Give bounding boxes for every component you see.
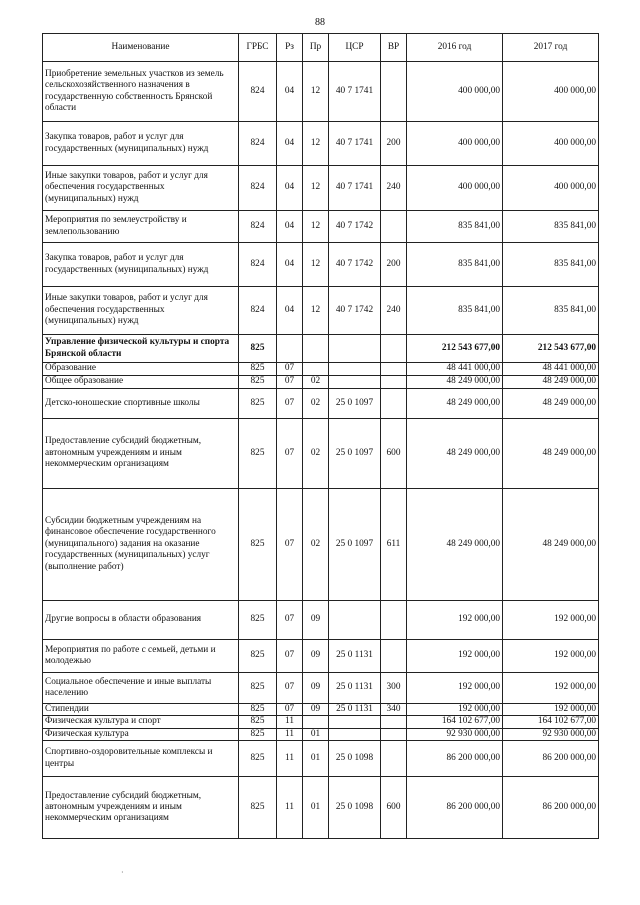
row-rz: 07 xyxy=(277,704,303,716)
row-csr xyxy=(329,728,381,740)
table-row xyxy=(43,716,599,728)
row-csr: 25 0 1098 xyxy=(329,741,381,777)
table-row xyxy=(43,704,599,716)
row-amount-2017: 164 102 677,00 xyxy=(503,716,599,728)
row-amount-2017: 835 841,00 xyxy=(503,287,599,335)
row-amount-2017: 48 249 000,00 xyxy=(503,419,599,489)
row-pr: 09 xyxy=(303,640,329,673)
row-name: Управление физической культуры и спорта Брянской области xyxy=(43,335,239,363)
row-grbs: 824 xyxy=(239,166,277,211)
row-amount-2017: 86 200 000,00 xyxy=(503,777,599,839)
row-vr: 600 xyxy=(381,777,407,839)
row-vr: 611 xyxy=(381,489,407,601)
row-name: Образование xyxy=(43,363,239,376)
row-rz: 07 xyxy=(277,489,303,601)
row-name: Физическая культура и спорт xyxy=(43,716,239,728)
table-row xyxy=(43,673,599,704)
row-rz: 07 xyxy=(277,363,303,376)
row-amount-2016: 164 102 677,00 xyxy=(407,716,503,728)
row-pr: 01 xyxy=(303,777,329,839)
table-row xyxy=(43,287,599,335)
row-pr: 01 xyxy=(303,728,329,740)
row-grbs: 825 xyxy=(239,419,277,489)
row-pr: 02 xyxy=(303,376,329,389)
row-csr: 25 0 1098 xyxy=(329,777,381,839)
row-pr: 12 xyxy=(303,62,329,122)
row-rz: 04 xyxy=(277,122,303,166)
row-name: Стипендии xyxy=(43,704,239,716)
row-pr: 01 xyxy=(303,741,329,777)
row-vr: 240 xyxy=(381,166,407,211)
row-csr: 25 0 1097 xyxy=(329,389,381,419)
row-name: Мероприятия по землеустройству и землепользованию xyxy=(43,211,239,243)
row-pr: 12 xyxy=(303,122,329,166)
row-grbs: 824 xyxy=(239,62,277,122)
table-row xyxy=(43,389,599,419)
row-amount-2016: 86 200 000,00 xyxy=(407,777,503,839)
row-vr xyxy=(381,335,407,363)
row-csr: 40 7 1741 xyxy=(329,122,381,166)
row-rz: 04 xyxy=(277,243,303,287)
row-pr: 12 xyxy=(303,166,329,211)
row-name: Субсидии бюджетным учреждениям на финансовое обеспечение государственного (муниципального) задания на оказание государственных (муниципальных) услуг (выполнение работ) xyxy=(43,489,239,601)
row-vr xyxy=(381,363,407,376)
row-name: Закупка товаров, работ и услуг для государственных (муниципальных) нужд xyxy=(43,243,239,287)
row-amount-2017: 48 441 000,00 xyxy=(503,363,599,376)
row-grbs: 825 xyxy=(239,489,277,601)
col-header-2017: 2017 год xyxy=(503,34,599,62)
row-csr: 25 0 1097 xyxy=(329,419,381,489)
row-rz: 07 xyxy=(277,640,303,673)
col-header-csr: ЦСР xyxy=(329,34,381,62)
row-amount-2017: 192 000,00 xyxy=(503,704,599,716)
row-grbs: 825 xyxy=(239,389,277,419)
row-name: Закупка товаров, работ и услуг для государственных (муниципальных) нужд xyxy=(43,122,239,166)
row-rz xyxy=(277,335,303,363)
row-rz: 11 xyxy=(277,741,303,777)
scan-speck: · xyxy=(121,868,124,877)
row-amount-2017: 212 543 677,00 xyxy=(503,335,599,363)
row-amount-2017: 400 000,00 xyxy=(503,122,599,166)
row-amount-2017: 835 841,00 xyxy=(503,211,599,243)
page-number: 88 xyxy=(315,17,325,28)
row-grbs: 825 xyxy=(239,704,277,716)
row-name: Мероприятия по работе с семьей, детьми и молодежью xyxy=(43,640,239,673)
row-csr: 25 0 1131 xyxy=(329,673,381,704)
row-csr xyxy=(329,363,381,376)
row-amount-2017: 48 249 000,00 xyxy=(503,376,599,389)
row-amount-2016: 48 441 000,00 xyxy=(407,363,503,376)
row-amount-2017: 86 200 000,00 xyxy=(503,741,599,777)
budget-table xyxy=(42,33,599,839)
row-pr: 09 xyxy=(303,601,329,640)
row-vr: 300 xyxy=(381,673,407,704)
row-csr: 40 7 1742 xyxy=(329,243,381,287)
row-pr: 12 xyxy=(303,211,329,243)
row-rz: 07 xyxy=(277,389,303,419)
row-rz: 07 xyxy=(277,673,303,704)
row-grbs: 825 xyxy=(239,363,277,376)
table-row xyxy=(43,62,599,122)
row-vr: 600 xyxy=(381,419,407,489)
row-amount-2016: 48 249 000,00 xyxy=(407,376,503,389)
row-vr xyxy=(381,62,407,122)
row-rz: 11 xyxy=(277,728,303,740)
row-vr xyxy=(381,728,407,740)
table-row xyxy=(43,243,599,287)
row-amount-2017: 48 249 000,00 xyxy=(503,389,599,419)
row-vr xyxy=(381,741,407,777)
row-amount-2017: 192 000,00 xyxy=(503,673,599,704)
row-rz: 07 xyxy=(277,601,303,640)
row-pr: 12 xyxy=(303,287,329,335)
row-csr: 40 7 1742 xyxy=(329,211,381,243)
row-rz: 07 xyxy=(277,376,303,389)
row-csr xyxy=(329,335,381,363)
row-pr xyxy=(303,716,329,728)
row-name: Физическая культура xyxy=(43,728,239,740)
row-vr: 240 xyxy=(381,287,407,335)
row-amount-2016: 400 000,00 xyxy=(407,122,503,166)
row-amount-2016: 192 000,00 xyxy=(407,673,503,704)
row-rz: 04 xyxy=(277,287,303,335)
row-amount-2017: 48 249 000,00 xyxy=(503,489,599,601)
table-row xyxy=(43,419,599,489)
row-amount-2016: 192 000,00 xyxy=(407,601,503,640)
row-name: Социальное обеспечение и иные выплаты населению xyxy=(43,673,239,704)
row-amount-2016: 835 841,00 xyxy=(407,243,503,287)
row-grbs: 825 xyxy=(239,777,277,839)
row-csr: 40 7 1742 xyxy=(329,287,381,335)
row-name: Спортивно-оздоровительные комплексы и центры xyxy=(43,741,239,777)
row-vr xyxy=(381,640,407,673)
row-vr xyxy=(381,389,407,419)
row-grbs: 825 xyxy=(239,376,277,389)
row-rz: 11 xyxy=(277,777,303,839)
table-row xyxy=(43,166,599,211)
row-csr: 40 7 1741 xyxy=(329,62,381,122)
row-grbs: 825 xyxy=(239,728,277,740)
row-rz: 04 xyxy=(277,211,303,243)
row-name: Другие вопросы в области образования xyxy=(43,601,239,640)
row-name: Приобретение земельных участков из земель сельскохозяйственного назначения в государственную собственность Брянской области xyxy=(43,62,239,122)
row-csr: 25 0 1131 xyxy=(329,640,381,673)
table-row xyxy=(43,640,599,673)
row-amount-2016: 212 543 677,00 xyxy=(407,335,503,363)
row-vr: 200 xyxy=(381,122,407,166)
row-csr: 25 0 1131 xyxy=(329,704,381,716)
row-pr: 12 xyxy=(303,243,329,287)
row-pr xyxy=(303,363,329,376)
row-grbs: 825 xyxy=(239,741,277,777)
row-vr xyxy=(381,376,407,389)
table-row xyxy=(43,376,599,389)
table-header-row xyxy=(43,34,599,62)
row-csr: 40 7 1741 xyxy=(329,166,381,211)
table-row xyxy=(43,741,599,777)
col-header-grbs: ГРБС xyxy=(239,34,277,62)
row-amount-2016: 835 841,00 xyxy=(407,211,503,243)
row-amount-2016: 92 930 000,00 xyxy=(407,728,503,740)
row-name: Детско-юношеские спортивные школы xyxy=(43,389,239,419)
row-grbs: 824 xyxy=(239,211,277,243)
row-name: Предоставление субсидий бюджетным, автономным учреждениям и иным некоммерческим организациям xyxy=(43,419,239,489)
row-csr xyxy=(329,601,381,640)
row-vr xyxy=(381,211,407,243)
row-amount-2016: 192 000,00 xyxy=(407,640,503,673)
row-csr: 25 0 1097 xyxy=(329,489,381,601)
row-grbs: 825 xyxy=(239,601,277,640)
row-rz: 04 xyxy=(277,62,303,122)
row-pr: 09 xyxy=(303,673,329,704)
table-row xyxy=(43,601,599,640)
col-header-name: Наименование xyxy=(43,34,239,62)
row-vr xyxy=(381,716,407,728)
row-amount-2016: 835 841,00 xyxy=(407,287,503,335)
col-header-vr: ВР xyxy=(381,34,407,62)
row-amount-2017: 192 000,00 xyxy=(503,601,599,640)
row-name: Предоставление субсидий бюджетным, автономным учреждениям и иным некоммерческим организациям xyxy=(43,777,239,839)
row-pr: 09 xyxy=(303,704,329,716)
col-header-pr: Пр xyxy=(303,34,329,62)
row-name: Общее образование xyxy=(43,376,239,389)
row-grbs: 824 xyxy=(239,122,277,166)
row-grbs: 824 xyxy=(239,287,277,335)
table-row xyxy=(43,363,599,376)
table-row xyxy=(43,335,599,363)
row-amount-2016: 400 000,00 xyxy=(407,62,503,122)
row-csr xyxy=(329,716,381,728)
row-grbs: 825 xyxy=(239,335,277,363)
row-name: Иные закупки товаров, работ и услуг для обеспечения государственных (муниципальных) нужд xyxy=(43,287,239,335)
row-grbs: 825 xyxy=(239,640,277,673)
col-header-rz: Рз xyxy=(277,34,303,62)
row-amount-2017: 835 841,00 xyxy=(503,243,599,287)
row-rz: 04 xyxy=(277,166,303,211)
row-rz: 07 xyxy=(277,419,303,489)
row-pr: 02 xyxy=(303,419,329,489)
row-vr xyxy=(381,601,407,640)
row-amount-2016: 192 000,00 xyxy=(407,704,503,716)
row-amount-2016: 48 249 000,00 xyxy=(407,389,503,419)
table-row xyxy=(43,122,599,166)
table-row xyxy=(43,777,599,839)
row-amount-2017: 400 000,00 xyxy=(503,62,599,122)
row-amount-2017: 400 000,00 xyxy=(503,166,599,211)
row-amount-2017: 92 930 000,00 xyxy=(503,728,599,740)
row-amount-2017: 192 000,00 xyxy=(503,640,599,673)
table-row xyxy=(43,489,599,601)
row-pr: 02 xyxy=(303,489,329,601)
row-amount-2016: 48 249 000,00 xyxy=(407,419,503,489)
table-row xyxy=(43,728,599,740)
row-amount-2016: 86 200 000,00 xyxy=(407,741,503,777)
row-grbs: 824 xyxy=(239,243,277,287)
row-pr: 02 xyxy=(303,389,329,419)
row-vr: 340 xyxy=(381,704,407,716)
row-grbs: 825 xyxy=(239,716,277,728)
row-pr xyxy=(303,335,329,363)
row-amount-2016: 48 249 000,00 xyxy=(407,489,503,601)
row-csr xyxy=(329,376,381,389)
row-vr: 200 xyxy=(381,243,407,287)
row-name: Иные закупки товаров, работ и услуг для обеспечения государственных (муниципальных) нужд xyxy=(43,166,239,211)
row-amount-2016: 400 000,00 xyxy=(407,166,503,211)
row-rz: 11 xyxy=(277,716,303,728)
col-header-2016: 2016 год xyxy=(407,34,503,62)
row-grbs: 825 xyxy=(239,673,277,704)
table-row xyxy=(43,211,599,243)
